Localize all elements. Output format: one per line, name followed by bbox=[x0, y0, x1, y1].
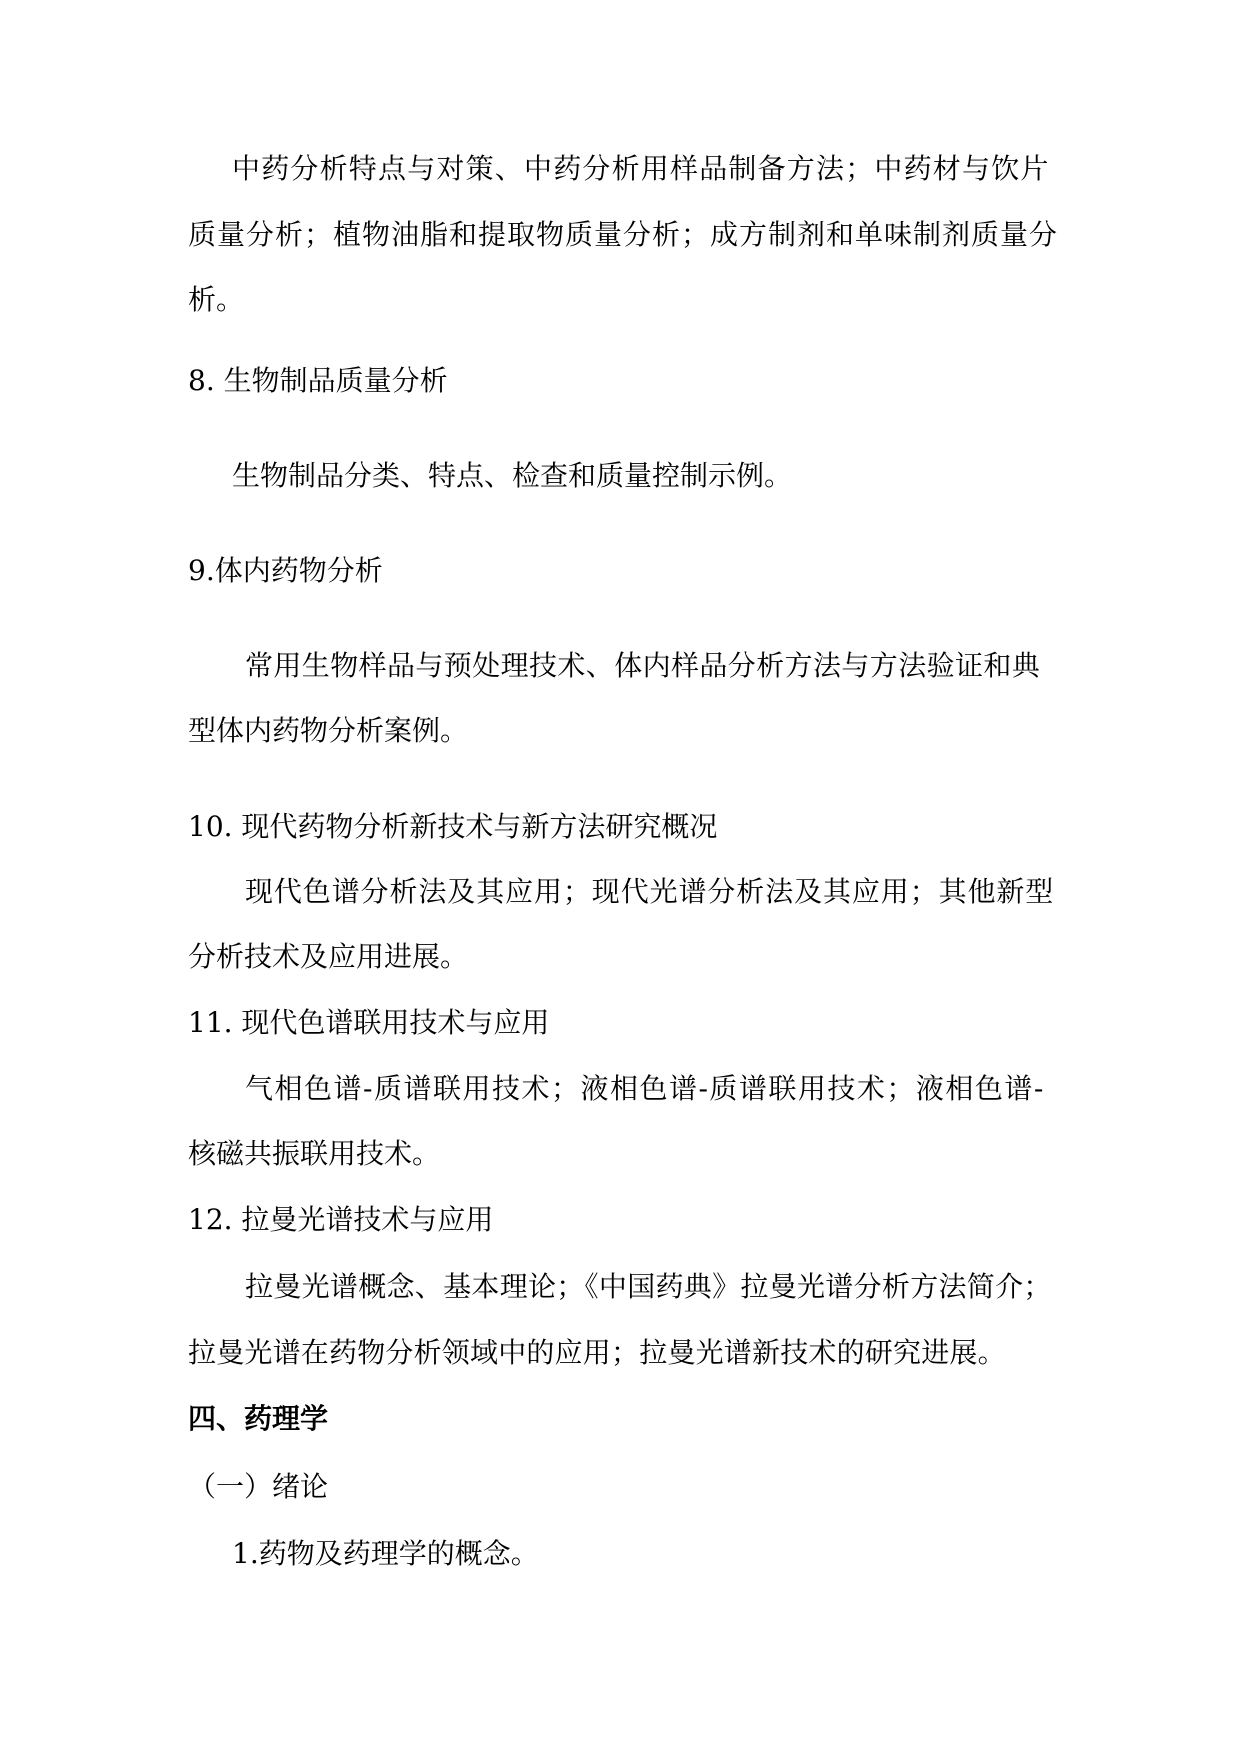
chapter-heading: 四、药理学 bbox=[188, 1402, 329, 1435]
section-heading: 10. 现代药物分析新技术与新方法研究概况 bbox=[188, 810, 718, 843]
paragraph-line: 生物制品分类、特点、检查和质量控制示例。 bbox=[232, 459, 793, 492]
subsection-heading: （一）绪论 bbox=[188, 1470, 329, 1503]
section-heading: 8. 生物制品质量分析 bbox=[188, 364, 448, 397]
section-heading: 9.体内药物分析 bbox=[188, 554, 383, 587]
paragraph-line: 核磁共振联用技术。 bbox=[188, 1137, 441, 1170]
paragraph-line: 1.药物及药理学的概念。 bbox=[232, 1537, 539, 1570]
paragraph-line: 常用生物样品与预处理技术、体内样品分析方法与方法验证和典 bbox=[245, 649, 1041, 682]
paragraph-line: 分析技术及应用进展。 bbox=[188, 940, 469, 973]
paragraph-line: 拉曼光谱概念、基本理论；《中国药典》拉曼光谱分析方法简介； bbox=[245, 1270, 1052, 1303]
paragraph-line: 析。 bbox=[188, 283, 245, 316]
paragraph-line: 拉曼光谱在药物分析领域中的应用；拉曼光谱新技术的研究进展。 bbox=[188, 1336, 1006, 1369]
paragraph-line: 质量分析；植物油脂和提取物质量分析；成方制剂和单味制剂质量分 bbox=[188, 218, 1059, 251]
paragraph-line: 现代色谱分析法及其应用；现代光谱分析法及其应用；其他新型 bbox=[245, 875, 1055, 908]
paragraph-line: 型体内药物分析案例。 bbox=[188, 714, 469, 747]
section-heading: 11. 现代色谱联用技术与应用 bbox=[188, 1006, 550, 1039]
paragraph-line: 气相色谱-质谱联用技术；液相色谱-质谱联用技术；液相色谱- bbox=[245, 1072, 1045, 1105]
paragraph-line: 中药分析特点与对策、中药分析用样品制备方法；中药材与饮片 bbox=[232, 152, 1050, 185]
section-heading: 12. 拉曼光谱技术与应用 bbox=[188, 1203, 494, 1236]
